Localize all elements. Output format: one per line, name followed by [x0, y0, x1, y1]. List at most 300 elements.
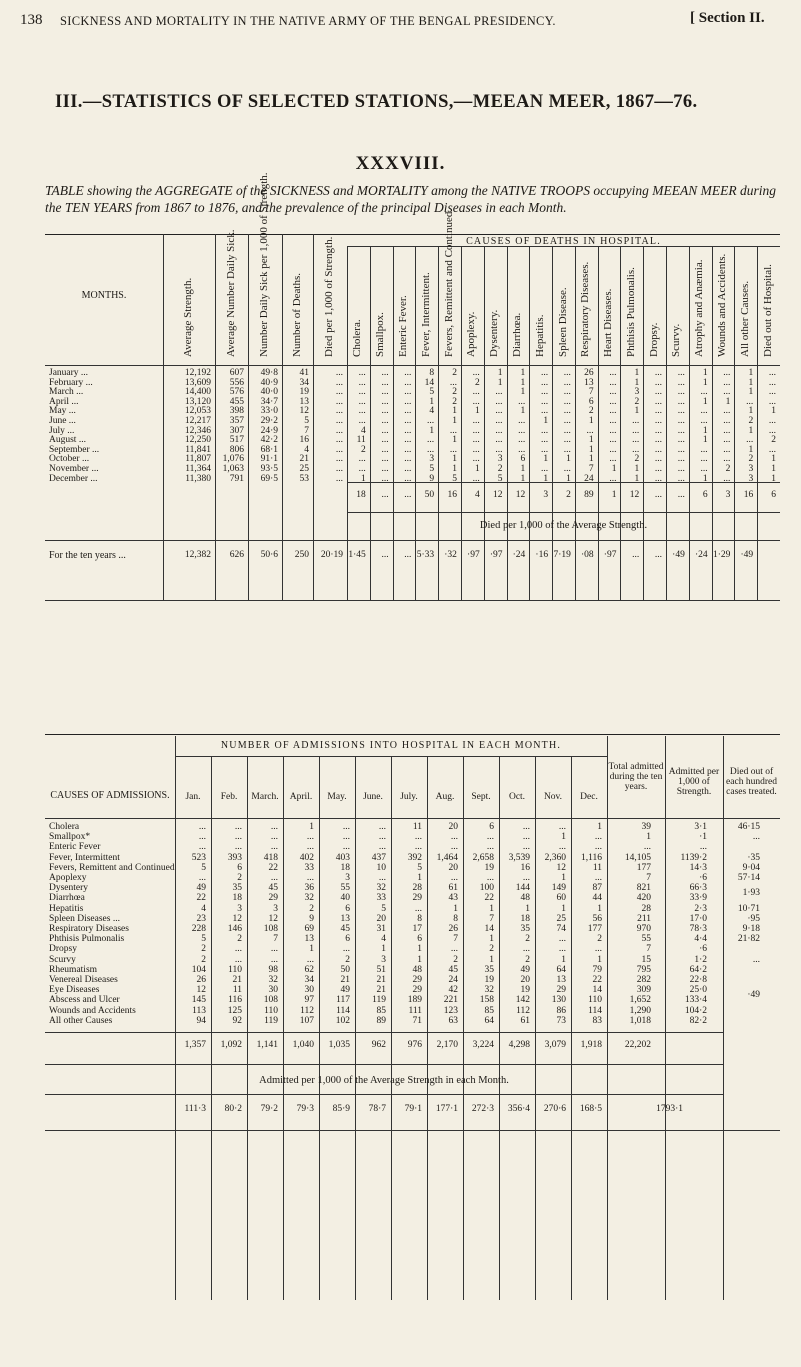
- admission-cell: 1: [381, 944, 386, 955]
- table-cell: ...: [723, 425, 731, 436]
- table-cell: ...: [677, 377, 685, 388]
- table-cell: ...: [677, 387, 685, 398]
- cause-label: Smallpox*: [49, 832, 91, 843]
- admission-cell: 85: [484, 1005, 494, 1016]
- died-out-header: Died out of each hundred cases treated.: [726, 767, 777, 797]
- admission-cell: 110: [588, 995, 602, 1006]
- admission-cell: 1: [417, 954, 422, 965]
- admission-cell: 26: [448, 924, 458, 934]
- table-cell: ...: [518, 444, 526, 455]
- admission-cell: 2: [237, 873, 242, 883]
- month-label: February ...: [49, 377, 93, 388]
- admission-cell: ...: [450, 832, 458, 843]
- table-cell: ...: [381, 387, 389, 398]
- table-cell: ...: [563, 416, 571, 426]
- table-cell: 21: [299, 454, 309, 465]
- table-cell: ...: [449, 444, 457, 455]
- table-cell: ...: [768, 425, 776, 436]
- table-cell: 1: [702, 377, 708, 388]
- admission-cell: ...: [414, 903, 422, 914]
- table-cell: 14,400: [184, 387, 211, 398]
- admission-cell: ...: [414, 842, 422, 853]
- admission-cell: 26: [196, 975, 206, 985]
- admission-cell: 100: [479, 883, 494, 894]
- ten-years-cell: ·32: [444, 550, 457, 560]
- admission-cell: ...: [486, 832, 494, 843]
- per1000-cell: 82·2: [689, 1015, 707, 1026]
- table-cell: ...: [404, 454, 412, 465]
- admission-cell: 87: [592, 883, 602, 894]
- table-cell: ...: [335, 435, 343, 446]
- per1000-cell: 4·4: [694, 934, 707, 945]
- admission-cell: 12: [268, 913, 278, 924]
- table-cell: ...: [654, 435, 663, 446]
- table-cell: 1: [748, 406, 754, 417]
- table-cell: 1: [588, 435, 594, 446]
- ten-years-cell: ·49: [740, 550, 754, 560]
- table-cell: ...: [609, 387, 617, 398]
- table-cell: 1: [702, 368, 708, 378]
- table-cell: ...: [654, 377, 663, 388]
- admission-cell: 1: [525, 903, 530, 914]
- admission-cell: 112: [300, 1005, 314, 1016]
- table-cell: ...: [495, 416, 503, 426]
- admission-cell: 418: [263, 852, 278, 863]
- admission-cell: 12: [232, 913, 242, 924]
- admission-cell: 17: [412, 924, 422, 934]
- admission-cell: 21: [340, 975, 350, 985]
- per1000-month-cell: 272·3: [471, 1104, 494, 1114]
- per1000-month-cell: 78·7: [368, 1104, 386, 1114]
- admission-cell: 98: [268, 964, 278, 975]
- admission-cell: 116: [228, 995, 242, 1006]
- column-head: Enteric Fever.: [396, 295, 409, 357]
- total-cell: 7: [646, 944, 651, 955]
- totals-rule: [45, 1032, 723, 1033]
- admission-cell: 8: [417, 913, 422, 924]
- admission-cell: ...: [558, 842, 566, 853]
- table-cell: ...: [540, 377, 549, 388]
- table-cell: ...: [677, 464, 685, 474]
- admission-cell: ...: [522, 832, 530, 843]
- table-cell: 12,053: [184, 406, 211, 417]
- admission-cell: 31: [376, 924, 386, 934]
- table-cell: 13: [299, 396, 309, 407]
- table-cell: 2: [748, 454, 754, 465]
- ten-years-cell: ·49: [672, 550, 685, 560]
- table-cell: ...: [563, 444, 571, 455]
- admission-cell: 62: [304, 964, 314, 975]
- ten-years-cell: 626: [229, 550, 244, 560]
- admission-cell: 3: [345, 873, 350, 883]
- admission-cell: 7: [273, 934, 278, 945]
- table-cell: 398: [229, 406, 244, 417]
- table-cell: 1: [520, 377, 526, 388]
- table-cell: 1: [771, 473, 776, 484]
- table-cell: ...: [358, 454, 366, 465]
- table-cell: ...: [768, 396, 776, 407]
- admission-cell: 18: [340, 862, 350, 873]
- admission-cell: ...: [450, 873, 458, 883]
- table-cell: 93·5: [260, 464, 278, 474]
- admission-cell: 61: [520, 1015, 530, 1026]
- admission-cell: 22: [268, 862, 278, 873]
- month-label: January ...: [49, 368, 89, 378]
- total-cell: ...: [381, 490, 389, 500]
- admission-cell: ...: [594, 873, 602, 883]
- ten-years-cell: ...: [381, 550, 389, 560]
- table-cell: 1: [520, 464, 526, 474]
- admission-cell: 86: [556, 1005, 566, 1016]
- table-number: XXXVIII.: [355, 153, 446, 174]
- table-cell: ...: [404, 444, 412, 455]
- month-total-cell: 3,079: [544, 1040, 566, 1050]
- admission-cell: 2: [525, 954, 530, 965]
- table-cell: ...: [540, 396, 549, 407]
- admission-cell: 29: [412, 893, 422, 904]
- table2-bottom-rule: [45, 1130, 780, 1131]
- month-total-cell: 962: [371, 1040, 386, 1050]
- column-head: Dysentery.: [488, 309, 501, 357]
- per1000-month-cell: 177·1: [435, 1104, 458, 1114]
- total-cell: ...: [654, 490, 663, 500]
- table-cell: ...: [700, 464, 708, 474]
- table-cell: 1: [452, 416, 457, 426]
- admission-cell: 114: [336, 1005, 350, 1016]
- died-cell: 21·82: [737, 934, 760, 945]
- table-cell: 1: [771, 464, 776, 474]
- month-label: May ...: [49, 406, 76, 417]
- table-cell: ...: [540, 368, 549, 378]
- table-cell: ...: [700, 406, 708, 417]
- admission-cell: 12: [556, 862, 566, 873]
- table-cell: ...: [404, 368, 412, 378]
- table-cell: ...: [472, 435, 480, 446]
- table-cell: ...: [723, 473, 731, 484]
- table-cell: ...: [381, 368, 389, 378]
- table-cell: 1: [702, 396, 708, 407]
- admission-cell: 51: [376, 964, 386, 975]
- grand-total-cell: 22,202: [624, 1040, 651, 1050]
- admission-cell: 119: [372, 995, 386, 1006]
- table-cell: ...: [472, 387, 480, 398]
- causes-header-rule: [347, 246, 780, 247]
- admission-cell: 1: [561, 832, 566, 843]
- table1-bottom-rule: [45, 600, 780, 601]
- admission-cell: ...: [558, 934, 566, 945]
- table-cell: ...: [335, 425, 343, 436]
- admission-cell: ...: [270, 822, 278, 832]
- admission-cell: ...: [306, 842, 314, 853]
- column-head: Phthisis Pulmonalis.: [624, 267, 637, 357]
- admission-cell: 146: [227, 924, 242, 934]
- admission-cell: 1: [489, 954, 494, 965]
- table-cell: ...: [495, 444, 503, 455]
- table-cell: 1: [429, 425, 435, 436]
- total-cell: 28: [641, 903, 651, 914]
- table-cell: 1: [520, 406, 526, 417]
- table-cell: 2: [634, 396, 640, 407]
- per1000-month-cell: 111·3: [184, 1104, 206, 1114]
- table-cell: ...: [335, 454, 343, 465]
- table-cell: ...: [609, 396, 617, 407]
- table-cell: 1: [452, 435, 457, 446]
- table-cell: 1: [588, 444, 594, 455]
- table-cell: ...: [677, 454, 685, 465]
- table-cell: 11: [356, 435, 366, 446]
- admission-cell: 110: [228, 964, 242, 975]
- table-cell: 12: [299, 406, 309, 417]
- ten-years-cell: ...: [654, 550, 663, 560]
- table-cell: ...: [677, 406, 685, 417]
- table-cell: 2: [748, 416, 754, 426]
- table-cell: 1: [474, 406, 480, 417]
- total-cell: 89: [584, 490, 594, 500]
- admission-cell: 29: [412, 985, 422, 996]
- admission-cell: 1: [489, 934, 494, 945]
- table-cell: 2: [452, 368, 457, 378]
- table-cell: 24: [584, 473, 594, 484]
- table-cell: 11,364: [185, 464, 211, 474]
- table-cell: 53: [299, 473, 309, 484]
- ten-years-cell: 50·6: [260, 550, 278, 560]
- admission-cell: 19: [484, 975, 494, 985]
- table-cell: 4: [429, 406, 435, 417]
- table-cell: ...: [335, 377, 343, 388]
- table-cell: 3: [748, 473, 754, 484]
- table-cell: ...: [404, 406, 412, 417]
- table-cell: ...: [427, 416, 435, 426]
- admission-cell: 1: [597, 903, 602, 914]
- table-cell: ...: [563, 377, 571, 388]
- table-cell: 68·1: [260, 444, 278, 455]
- table-cell: 24·9: [260, 425, 278, 436]
- admission-cell: 3: [273, 903, 278, 914]
- admission-cell: 2,360: [544, 852, 566, 863]
- table-cell: 2: [474, 377, 480, 388]
- table-cell: 2: [361, 444, 366, 455]
- table-cell: ...: [495, 406, 503, 417]
- per1000-cell: 104·2: [684, 1005, 707, 1016]
- table-cell: ...: [632, 425, 640, 436]
- table-cell: 49·8: [260, 368, 278, 378]
- table-cell: 357: [229, 416, 244, 426]
- admission-cell: 1: [597, 822, 602, 832]
- table-cell: ...: [746, 435, 754, 446]
- per1000-label: Died per 1,000 of the Average Strength.: [479, 520, 648, 531]
- total-cell: 1: [646, 832, 651, 843]
- admission-cell: 24: [448, 975, 458, 985]
- table-cell: ...: [472, 473, 480, 484]
- table-cell: 69·5: [260, 473, 278, 484]
- admission-cell: 5: [201, 862, 206, 873]
- total-cell: ...: [643, 842, 651, 853]
- month-label: November ...: [49, 464, 99, 474]
- admission-cell: 6: [345, 934, 350, 945]
- table-cell: ...: [677, 396, 685, 407]
- admission-cell: 3,539: [508, 852, 530, 863]
- months-header: MONTHS.: [81, 290, 127, 301]
- column-head: Smallpox.: [374, 312, 387, 357]
- cause-label: Phthisis Pulmonalis: [49, 934, 125, 945]
- admission-cell: 403: [335, 852, 350, 863]
- table-cell: ...: [381, 406, 389, 417]
- admission-cell: ...: [522, 822, 530, 832]
- admission-cell: 45: [268, 883, 278, 894]
- table-cell: ...: [540, 435, 549, 446]
- table-cell: 1: [748, 377, 754, 388]
- died-cell: 9·04: [742, 862, 760, 873]
- ten-years-cell: ·97: [603, 550, 617, 560]
- admission-cell: ...: [270, 832, 278, 843]
- per1000-month-cell: 356·4: [507, 1104, 530, 1114]
- admission-cell: 4: [381, 934, 386, 945]
- ten-years-label: For the ten years ...: [49, 550, 126, 561]
- admission-cell: 13: [304, 934, 314, 945]
- table-cell: 1,076: [222, 454, 244, 465]
- table-cell: 5: [304, 416, 309, 426]
- admission-cell: 45: [340, 924, 350, 934]
- per1000-cell: 1·2: [694, 954, 707, 965]
- month-total-cell: 976: [407, 1040, 422, 1050]
- month-total-cell: 1,141: [256, 1040, 278, 1050]
- ten-years-cell: 1·45: [348, 550, 366, 560]
- ten-years-cell: ·97: [467, 550, 480, 560]
- per1000-cell: 3·1: [694, 822, 707, 832]
- table-cell: 1: [611, 464, 617, 474]
- month-head: June.: [363, 792, 383, 802]
- per1000-rule: [45, 1064, 723, 1065]
- admission-cell: 25: [556, 913, 566, 924]
- table-cell: ...: [700, 416, 708, 426]
- admission-cell: 94: [196, 1015, 206, 1026]
- admission-cell: 64: [484, 1015, 494, 1026]
- table-cell: ...: [632, 435, 640, 446]
- admission-cell: 104: [191, 964, 206, 975]
- table-cell: ...: [495, 387, 503, 398]
- table-cell: 1: [361, 473, 366, 484]
- cause-label: Dropsy: [49, 944, 77, 955]
- table-cell: 13: [584, 377, 594, 388]
- table-cell: 1: [452, 464, 457, 474]
- table-cell: ...: [449, 377, 457, 388]
- total-cell: 970: [636, 924, 651, 934]
- month-head: July.: [400, 792, 418, 802]
- table-cell: 2: [634, 454, 640, 465]
- cause-label: Dysentery: [49, 883, 89, 894]
- admission-cell: 20: [376, 913, 386, 924]
- table-cell: ...: [335, 387, 343, 398]
- per1000-cell: ·6: [699, 873, 707, 883]
- admission-cell: 437: [371, 852, 386, 863]
- per1000-cell: 25·0: [689, 985, 707, 996]
- table-cell: 33·0: [260, 406, 278, 417]
- total-cell: 795: [636, 964, 651, 975]
- admission-cell: 1: [561, 873, 566, 883]
- table-cell: 14: [424, 377, 435, 388]
- admission-cell: 402: [299, 852, 314, 863]
- month-head: Jan.: [185, 792, 201, 802]
- admission-cell: 43: [448, 893, 458, 904]
- total-cell: 309: [636, 985, 651, 996]
- table-cell: ...: [654, 396, 663, 407]
- table-cell: ...: [654, 406, 663, 417]
- admission-cell: 28: [412, 883, 422, 894]
- table-cell: ...: [335, 473, 343, 484]
- table-cell: 5: [452, 473, 457, 484]
- total-cell: 12: [629, 490, 640, 500]
- table-cell: 1: [520, 387, 526, 398]
- admission-cell: 2: [201, 944, 206, 955]
- column-head: Wounds and Accidents.: [716, 253, 729, 357]
- table-cell: ...: [404, 425, 412, 436]
- table-cell: ...: [768, 377, 776, 388]
- total-cell: 1: [611, 490, 617, 500]
- causes-header: CAUSES OF ADMISSIONS.: [50, 790, 170, 801]
- admission-cell: 392: [407, 852, 422, 863]
- table-cell: ...: [768, 416, 776, 426]
- table-cell: 1: [634, 473, 640, 484]
- table-cell: 34: [299, 377, 309, 388]
- admission-cell: 1: [561, 954, 566, 965]
- died-cell: ·35: [747, 852, 760, 863]
- table-cell: ...: [700, 387, 708, 398]
- table-cell: 1: [566, 473, 571, 484]
- month-total-cell: 4,298: [508, 1040, 530, 1050]
- per1000-month-cell: 168·5: [579, 1104, 602, 1114]
- table-cell: 91·1: [260, 454, 278, 465]
- admission-cell: 20: [448, 862, 458, 873]
- admission-cell: 2: [453, 954, 458, 965]
- total-cell: 3: [543, 490, 549, 500]
- table-cell: ...: [381, 396, 389, 407]
- month-total-cell: 1,918: [580, 1040, 602, 1050]
- column-head: Fever, Intermittent.: [419, 272, 432, 357]
- per1000-cell: 133·4: [684, 995, 707, 1006]
- table-cell: ...: [540, 425, 549, 436]
- month-label: December ...: [49, 473, 98, 484]
- table-cell: ...: [518, 416, 526, 426]
- table-cell: 11,380: [185, 473, 211, 484]
- table-cell: ...: [472, 444, 480, 455]
- admission-cell: ...: [198, 832, 206, 843]
- table-cell: 576: [229, 387, 244, 398]
- month-total-cell: 1,040: [292, 1040, 314, 1050]
- table-cell: 29·2: [260, 416, 278, 426]
- ten-years-cell: ...: [404, 550, 412, 560]
- table-cell: 1: [634, 406, 640, 417]
- column-head: Scurvy.: [670, 323, 683, 357]
- table-cell: ...: [472, 454, 480, 465]
- admission-cell: ...: [378, 822, 386, 832]
- table-cell: ...: [723, 368, 731, 378]
- admission-cell: 108: [263, 995, 278, 1006]
- admission-cell: 85: [376, 1005, 386, 1016]
- admission-cell: 2: [345, 954, 350, 965]
- table-cell: ...: [358, 396, 366, 407]
- column-head: Atrophy and Anæmia.: [693, 259, 706, 357]
- admission-cell: 2,658: [472, 852, 494, 863]
- table-cell: ...: [654, 416, 663, 426]
- ten-years-cell: ·24: [694, 550, 708, 560]
- admission-cell: ...: [306, 873, 314, 883]
- table-cell: 517: [229, 435, 244, 446]
- admission-cell: 74: [556, 924, 566, 934]
- table-cell: ...: [677, 416, 685, 426]
- cause-label: Apoplexy: [49, 873, 87, 883]
- admission-cell: 21: [232, 975, 242, 985]
- column-head: Average Number Daily Sick.: [224, 229, 237, 357]
